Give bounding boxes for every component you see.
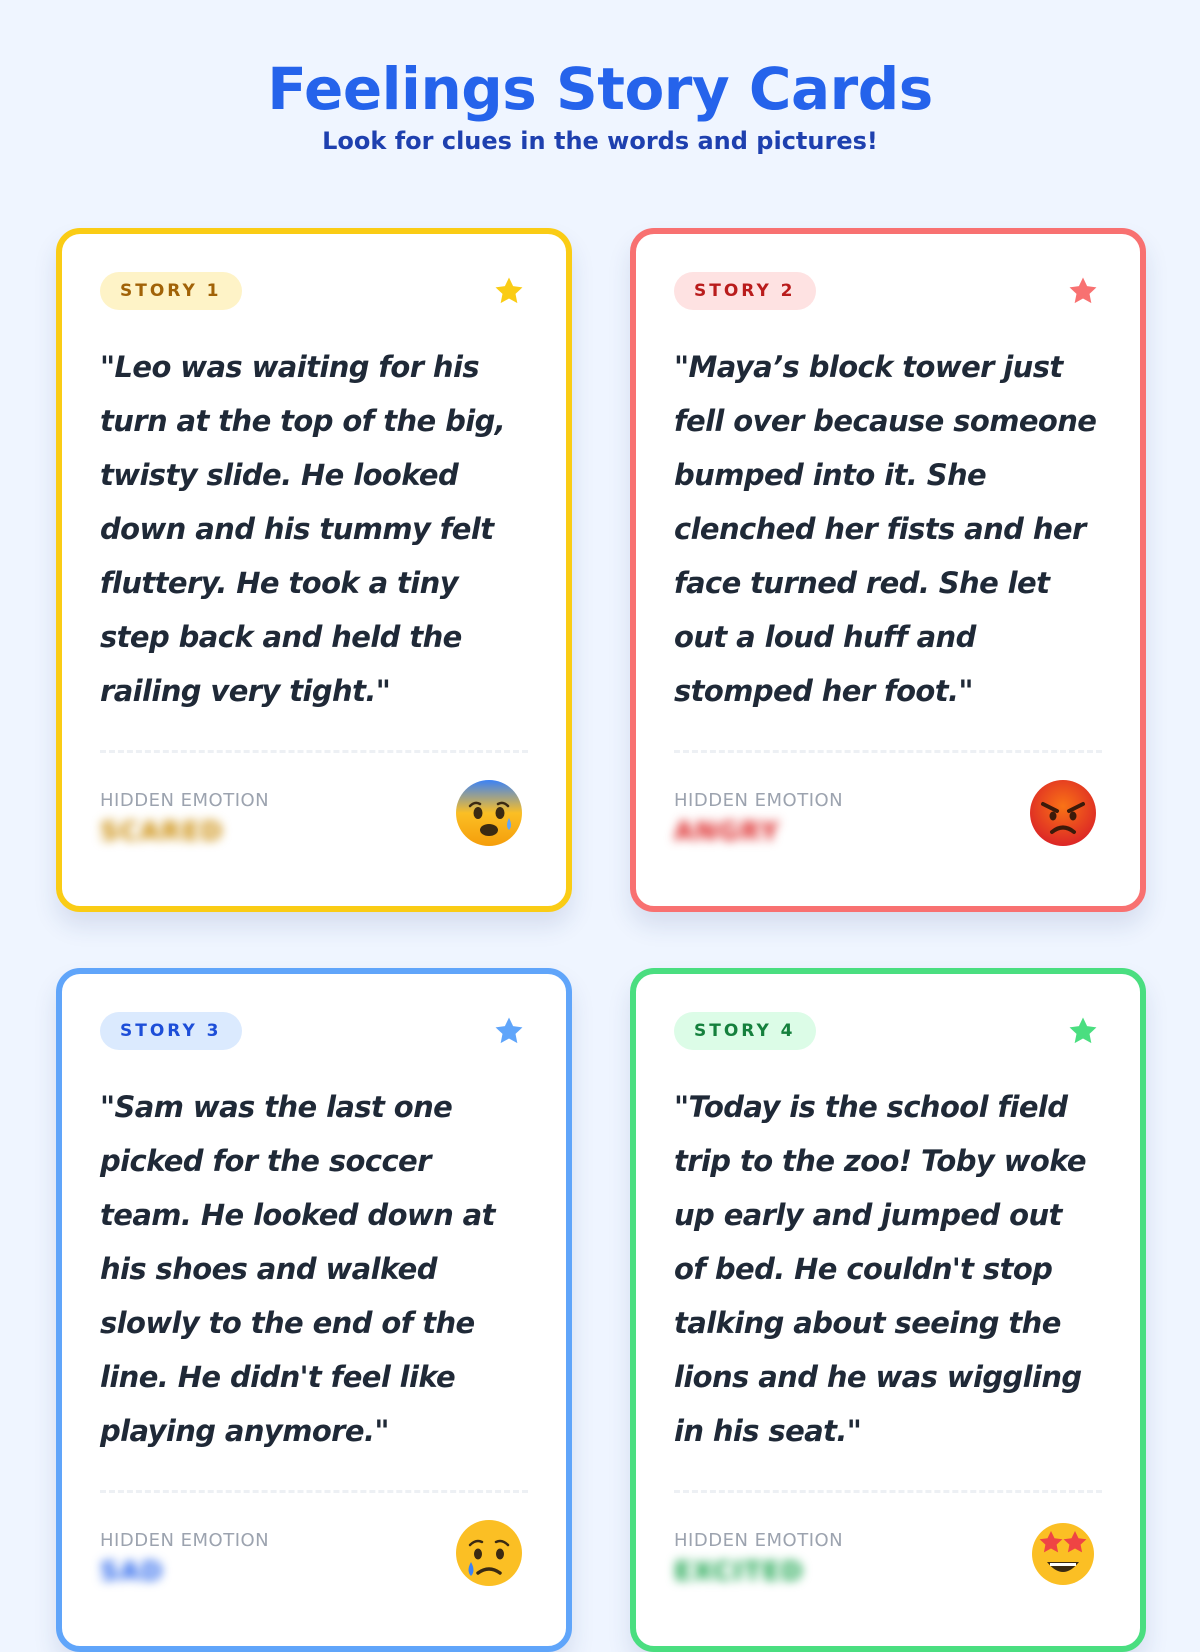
story-badge: STORY 4 [674,1012,816,1050]
angry-face-icon [1028,778,1098,848]
page-subtitle: Look for clues in the words and pictures! [322,127,878,155]
hidden-emotion-answer[interactable]: SCARED [100,817,224,847]
hidden-emotion-label: HIDDEN EMOTION [674,790,844,811]
story-card-1[interactable] [56,228,572,912]
card-top-row [100,1012,528,1050]
hidden-emotion-answer[interactable]: SAD [100,1557,164,1587]
card-divider [100,1490,528,1493]
hidden-emotion-label: HIDDEN EMOTION [100,790,270,811]
star-icon[interactable] [492,1014,526,1048]
card-footer [100,778,528,848]
hidden-emotion-answer[interactable]: EXCITED [674,1557,804,1587]
card-footer [674,778,1102,848]
page-title: Feelings Story Cards [267,55,933,123]
card-footer [100,1518,528,1588]
story-text: "Maya’s block tower just fell over because someone bumped into it. She clenched her fists and her face turned red. She let out a loud huff and stomped her foot." [674,350,1097,708]
hidden-emotion-label: HIDDEN EMOTION [100,1530,270,1551]
story-badge: STORY 2 [674,272,816,310]
scared-face-icon [454,778,524,848]
card-divider [100,750,528,753]
story-card-4[interactable] [630,968,1146,1652]
story-card-3[interactable] [56,968,572,1652]
story-text: "Leo was waiting for his turn at the top of the big, twisty slide. He looked down and his tummy felt fluttery. He took a tiny step back and held the railing very tight." [100,350,506,708]
story-badge: STORY 3 [100,1012,242,1050]
star-icon[interactable] [492,274,526,308]
story-text: "Sam was the last one picked for the soccer team. He looked down at his shoes and walked slowly to the end of the line. He didn't feel like playing anymore." [100,1090,495,1448]
star-icon[interactable] [1066,274,1100,308]
card-top-row [100,272,528,310]
card-top-row [674,1012,1102,1050]
hidden-emotion-answer[interactable]: ANGRY [674,817,780,847]
card-top-row [674,272,1102,310]
page-header [0,0,1200,158]
story-text: "Today is the school field trip to the zoo! Toby woke up early and jumped out of bed. He couldn't stop talking about seeing the lions and he was wiggling in his seat." [674,1090,1086,1448]
card-divider [674,750,1102,753]
star-icon[interactable] [1066,1014,1100,1048]
card-divider [674,1490,1102,1493]
card-footer [674,1518,1102,1588]
star-struck-face-icon [1028,1518,1098,1588]
sad-face-icon [454,1518,524,1588]
story-badge: STORY 1 [100,272,242,310]
story-card-2[interactable] [630,228,1146,912]
hidden-emotion-label: HIDDEN EMOTION [674,1530,844,1551]
story-card-grid [56,228,1146,1652]
